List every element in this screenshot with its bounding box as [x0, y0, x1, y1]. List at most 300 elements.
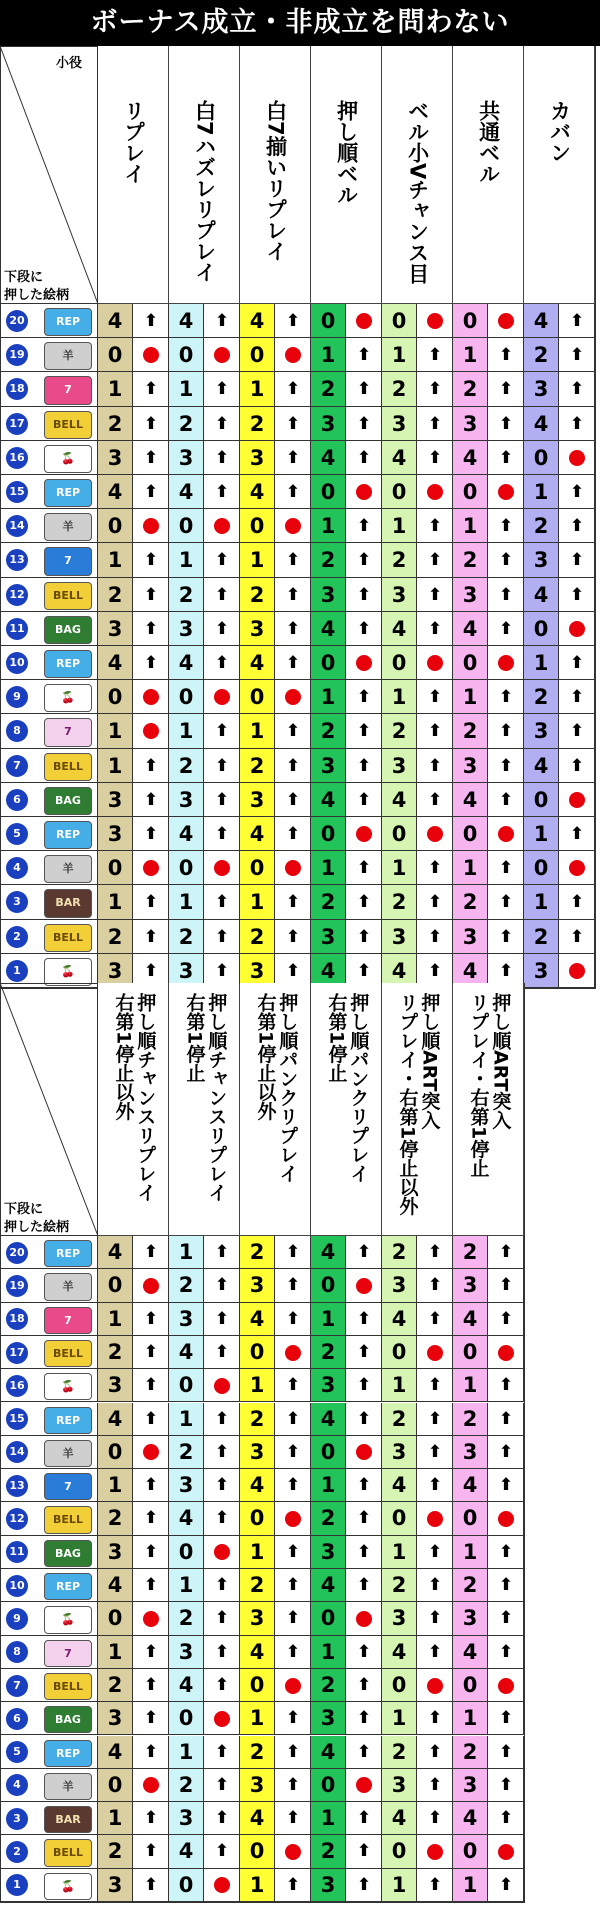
table1-cell-value: 3 [240, 954, 275, 988]
table2-cell-mark [346, 1336, 382, 1369]
up-arrow-icon: ⬆ [427, 1242, 443, 1262]
table1-cell-mark [559, 851, 595, 885]
table1-cell-value: 3 [169, 612, 204, 646]
table1-row-8-symbol-cell [0, 714, 98, 748]
silver-sheep-icon-label: 羊 [62, 1280, 74, 1294]
table1-cell-mark [417, 680, 453, 714]
table2-cell-value: 0 [98, 1602, 133, 1635]
up-arrow-icon: ⬆ [285, 379, 301, 400]
up-arrow-icon: ⬆ [143, 1808, 159, 1829]
table2-cell-value: 4 [240, 1802, 275, 1835]
table2-cell-mark [133, 1769, 169, 1802]
table1-cell-mark [417, 714, 453, 748]
up-arrow-icon: ⬆ [143, 1841, 159, 1862]
table2-cell-mark [204, 1669, 240, 1702]
table1-cell-value: 3 [524, 714, 559, 748]
table2-cell-mark [417, 1736, 453, 1769]
red-dot-icon [569, 450, 585, 466]
green-bag-icon [44, 1540, 92, 1567]
table1-cell-value: 0 [382, 817, 417, 851]
red-dot-icon [143, 1611, 159, 1627]
table1-cell-value: 0 [311, 817, 346, 851]
table2-header-label-3-0: 押し順パンクリプレイ [347, 993, 370, 1183]
table1-cell-value: 3 [311, 920, 346, 954]
table2-cell-value: 3 [240, 1602, 275, 1635]
up-arrow-icon: ⬆ [498, 447, 514, 468]
table2-cell-value: 4 [98, 1236, 133, 1269]
table1-cell-value: 2 [524, 680, 559, 714]
table2-cell-value: 2 [169, 1269, 204, 1302]
table1-cell-mark [346, 475, 382, 509]
table1-cell-mark [133, 509, 169, 543]
up-arrow-icon: ⬆ [143, 311, 159, 331]
table1-cell-mark [559, 338, 595, 372]
table1-header-3 [311, 46, 382, 304]
table2-cell-mark [346, 1436, 382, 1469]
table1-cell-mark [204, 885, 240, 919]
table2-cell-mark [488, 1702, 524, 1735]
table1-cell-value: 1 [240, 372, 275, 406]
table2-cell-mark [133, 1669, 169, 1702]
up-arrow-icon: ⬆ [427, 1608, 443, 1629]
replay-blue-icon-label: REP [55, 828, 81, 841]
table1-cell-mark [275, 509, 311, 543]
table2-cell-value: 0 [240, 1502, 275, 1535]
table2-cell-mark [275, 1736, 311, 1769]
table1-cell-value: 0 [382, 646, 417, 680]
red-dot-icon [214, 1544, 230, 1560]
table2-cell-value: 1 [382, 1369, 417, 1402]
table2-cell-mark [204, 1336, 240, 1369]
table1-header-0 [98, 46, 169, 304]
up-arrow-icon: ⬆ [427, 413, 443, 434]
table1-cell-value: 2 [453, 885, 488, 919]
up-arrow-icon: ⬆ [285, 311, 301, 331]
up-arrow-icon: ⬆ [214, 1508, 230, 1529]
table2-cell-mark [204, 1569, 240, 1602]
green-bag-icon-label: BAG [55, 1713, 81, 1727]
table1-cell-mark [133, 885, 169, 919]
row-number-badge: 2 [6, 1841, 28, 1863]
table1-header-2 [240, 46, 311, 304]
table2-cell-mark [417, 1303, 453, 1336]
table2-cell-mark [417, 1802, 453, 1835]
row-number-badge: 14 [6, 1441, 28, 1463]
table2-cell-value: 3 [240, 1436, 275, 1469]
table2-cell-mark [417, 1602, 453, 1635]
up-arrow-icon: ⬆ [214, 1774, 230, 1795]
table1-cell-value: 0 [524, 612, 559, 646]
table2-cell-mark [275, 1835, 311, 1868]
up-arrow-icon: ⬆ [285, 755, 301, 776]
blue-seven-girl-icon-label: 7 [64, 1480, 72, 1494]
table1-cell-mark [133, 817, 169, 851]
table2-header-text-wrap-0 [98, 983, 169, 1236]
table1-cell-mark [488, 441, 524, 475]
table2-cell-mark [346, 1303, 382, 1336]
table2-cell-value: 4 [98, 1403, 133, 1436]
table2-cell-mark [417, 1835, 453, 1868]
table2-header-2 [240, 983, 311, 1236]
table2-cell-value: 0 [453, 1835, 488, 1868]
table1-cell-mark [559, 954, 595, 988]
up-arrow-icon: ⬆ [214, 1641, 230, 1662]
table1-cell-mark [275, 680, 311, 714]
red-dot-icon [214, 689, 230, 705]
table2-cell-value: 4 [453, 1469, 488, 1502]
up-arrow-icon: ⬆ [498, 1575, 514, 1595]
table1-cell-mark [488, 509, 524, 543]
table2-cell-mark [346, 1403, 382, 1436]
table2-cell-value: 2 [382, 1736, 417, 1769]
table2-cell-value: 2 [169, 1436, 204, 1469]
table1-cell-mark [204, 714, 240, 748]
table2-cell-mark [346, 1369, 382, 1402]
table1-cell-value: 3 [524, 372, 559, 406]
table2-cell-mark [488, 1636, 524, 1669]
red-dot-icon [143, 1278, 159, 1294]
table1-cell-value: 4 [98, 646, 133, 680]
table2-cell-mark [133, 1369, 169, 1402]
up-arrow-icon: ⬆ [214, 550, 230, 571]
table1-cell-value: 1 [311, 509, 346, 543]
row-number-badge: 5 [6, 823, 28, 845]
table1-cell-mark [488, 920, 524, 954]
replay-blue-icon-label: REP [55, 1746, 81, 1760]
up-arrow-icon: ⬆ [569, 550, 585, 571]
table2-cell-value: 0 [98, 1269, 133, 1302]
table1-cell-mark [559, 475, 595, 509]
up-arrow-icon: ⬆ [427, 1541, 443, 1562]
up-arrow-icon: ⬆ [214, 1841, 230, 1862]
table1-header-text-wrap-1 [169, 46, 240, 304]
up-arrow-icon: ⬆ [214, 960, 230, 981]
up-arrow-icon: ⬆ [214, 379, 230, 400]
table1-cell-value: 2 [382, 372, 417, 406]
table1-cell-value: 2 [311, 543, 346, 577]
table1-cell-value: 3 [453, 749, 488, 783]
table2-header-label-0-1: 右第1停止以外 [112, 993, 135, 1121]
table2-cell-value: 1 [453, 1702, 488, 1735]
table2-cell-mark [346, 1569, 382, 1602]
table1-cell-mark [275, 783, 311, 817]
cherry-icon [44, 684, 92, 712]
table1-cell-mark [346, 885, 382, 919]
table1-cell-mark [133, 612, 169, 646]
table2-cell-mark [204, 1502, 240, 1535]
up-arrow-icon: ⬆ [427, 858, 443, 879]
up-arrow-icon: ⬆ [285, 1575, 301, 1595]
table1-cell-value: 0 [98, 509, 133, 543]
table2-cell-value: 3 [311, 1702, 346, 1735]
table2-corner-cell [0, 983, 98, 1236]
up-arrow-icon: ⬆ [143, 755, 159, 776]
replay-blue-icon-label: REP [55, 657, 81, 670]
up-arrow-icon: ⬆ [356, 789, 372, 810]
red-dot-icon [569, 860, 585, 876]
up-arrow-icon: ⬆ [356, 1674, 372, 1695]
table2-cell-mark [133, 1736, 169, 1769]
table2-cell-value: 4 [311, 1569, 346, 1602]
red-dot-icon [285, 860, 301, 876]
white-seven-girl-icon [44, 718, 92, 746]
table1-cell-value: 4 [98, 475, 133, 509]
table1-cell-mark [204, 749, 240, 783]
table1-cell-value: 1 [240, 714, 275, 748]
up-arrow-icon: ⬆ [143, 482, 159, 502]
table2-cell-mark [275, 1869, 311, 1902]
table2-cell-mark [346, 1502, 382, 1535]
table2-cell-value: 3 [453, 1769, 488, 1802]
row-number-badge: 12 [6, 584, 28, 606]
row-number-badge: 19 [6, 344, 28, 366]
table1-cell-value: 1 [382, 680, 417, 714]
row-number-badge: 9 [6, 1608, 28, 1630]
table2-cell-mark [133, 1303, 169, 1336]
white-seven-girl-icon [44, 1640, 92, 1667]
table1-row-15-symbol-cell [0, 475, 98, 509]
up-arrow-icon: ⬆ [285, 413, 301, 434]
table2-cell-mark [346, 1669, 382, 1702]
table1-header-label-5-0: 共通ベル [476, 100, 501, 184]
table2-cell-value: 0 [382, 1502, 417, 1535]
table1-row-11-symbol-cell [0, 612, 98, 646]
up-arrow-icon: ⬆ [214, 892, 230, 913]
table2-header-text-wrap-1 [169, 983, 240, 1236]
table1-cell-mark [559, 817, 595, 851]
table1-cell-mark [417, 851, 453, 885]
table2-cell-mark [133, 1436, 169, 1469]
row-number-badge: 1 [6, 960, 28, 982]
cherry-icon [44, 958, 92, 986]
up-arrow-icon: ⬆ [427, 789, 443, 810]
table2-cell-mark [133, 1469, 169, 1502]
table1-cell-value: 4 [311, 441, 346, 475]
table1-cell-mark [559, 920, 595, 954]
table1-cell-value: 4 [311, 612, 346, 646]
up-arrow-icon: ⬆ [427, 550, 443, 571]
table1-cell-mark [346, 509, 382, 543]
up-arrow-icon: ⬆ [285, 721, 301, 742]
table2-cell-value: 2 [453, 1736, 488, 1769]
table1-cell-value: 0 [524, 783, 559, 817]
up-arrow-icon: ⬆ [285, 926, 301, 947]
table1-cell-value: 1 [453, 851, 488, 885]
up-arrow-icon: ⬆ [427, 584, 443, 605]
table1-cell-value: 0 [169, 680, 204, 714]
table1-cell-mark [488, 543, 524, 577]
up-arrow-icon: ⬆ [427, 687, 443, 708]
table1-cell-mark [488, 578, 524, 612]
table1-cell-value: 0 [311, 304, 346, 338]
table1-cell-mark [417, 578, 453, 612]
up-arrow-icon: ⬆ [498, 1242, 514, 1262]
table1-cell-value: 3 [453, 920, 488, 954]
table1-cell-mark [133, 851, 169, 885]
table1-cell-value: 1 [98, 885, 133, 919]
pink-seven-girl-icon [44, 376, 92, 404]
up-arrow-icon: ⬆ [498, 687, 514, 708]
up-arrow-icon: ⬆ [143, 550, 159, 571]
up-arrow-icon: ⬆ [498, 1408, 514, 1429]
table1-cell-value: 0 [169, 851, 204, 885]
row-number-badge: 5 [6, 1741, 28, 1763]
table1-cell-value: 2 [98, 407, 133, 441]
table1-cell-value: 2 [240, 407, 275, 441]
up-arrow-icon: ⬆ [143, 1375, 159, 1396]
table1-cell-mark [275, 851, 311, 885]
table1-cell-mark [417, 441, 453, 475]
table1-cell-mark [417, 749, 453, 783]
pink-seven-girl-icon [44, 1307, 92, 1334]
table1-row-13-symbol-cell [0, 543, 98, 577]
table2-cell-mark [488, 1736, 524, 1769]
row-number-badge: 4 [6, 1774, 28, 1796]
table2-cell-value: 3 [169, 1469, 204, 1502]
table2-cell-mark [417, 1236, 453, 1269]
up-arrow-icon: ⬆ [285, 1774, 301, 1795]
up-arrow-icon: ⬆ [285, 653, 301, 673]
table1-cell-mark [275, 817, 311, 851]
up-arrow-icon: ⬆ [214, 1275, 230, 1296]
up-arrow-icon: ⬆ [285, 1408, 301, 1429]
table2-cell-value: 2 [98, 1336, 133, 1369]
up-arrow-icon: ⬆ [498, 584, 514, 605]
table2-header-label-3-1: 右第1停止 [325, 993, 348, 1083]
table1-cell-value: 3 [98, 441, 133, 475]
table2-cell-mark [488, 1336, 524, 1369]
red-dot-icon [143, 347, 159, 363]
table2-cell-mark [133, 1502, 169, 1535]
bell-icon [44, 582, 92, 610]
table2-cell-value: 1 [169, 1736, 204, 1769]
table1-cell-mark [559, 441, 595, 475]
row-number-badge: 9 [6, 686, 28, 708]
table1-cell-value: 1 [169, 714, 204, 748]
table1-cell-mark [133, 407, 169, 441]
table2-cell-mark [488, 1536, 524, 1569]
table1-cell-value: 0 [453, 817, 488, 851]
table2-cell-value: 3 [382, 1436, 417, 1469]
bell-icon [44, 1506, 92, 1533]
up-arrow-icon: ⬆ [498, 516, 514, 537]
up-arrow-icon: ⬆ [427, 1475, 443, 1496]
table2-cell-value: 4 [169, 1835, 204, 1868]
row-number-badge: 3 [6, 1808, 28, 1830]
table1-cell-mark [204, 646, 240, 680]
table2-cell-mark [346, 1702, 382, 1735]
table1-cell-mark [204, 680, 240, 714]
table1-cell-value: 4 [524, 749, 559, 783]
up-arrow-icon: ⬆ [214, 755, 230, 776]
table2-row-17-symbol-cell [0, 1336, 98, 1369]
row-number-badge: 10 [6, 1575, 28, 1597]
table2-cell-mark [275, 1702, 311, 1735]
table2-cell-mark [488, 1269, 524, 1302]
table1-cell-mark [346, 817, 382, 851]
table1-cell-mark [488, 612, 524, 646]
table2-cell-mark [133, 1536, 169, 1569]
up-arrow-icon: ⬆ [143, 1874, 159, 1895]
table1-row-14-symbol-cell [0, 509, 98, 543]
table1-cell-mark [559, 543, 595, 577]
up-arrow-icon: ⬆ [214, 1741, 230, 1762]
row-number-badge: 3 [6, 891, 28, 913]
table2-cell-value: 3 [311, 1369, 346, 1402]
up-arrow-icon: ⬆ [427, 1375, 443, 1396]
up-arrow-icon: ⬆ [498, 1541, 514, 1562]
corner-label-koyaku: 小役 [56, 56, 83, 71]
page-title: ボーナス成立・非成立を問わない [0, 0, 600, 46]
table2-cell-mark [204, 1636, 240, 1669]
table2-cell-mark [346, 1469, 382, 1502]
bell-icon-label: BELL [53, 1846, 83, 1860]
table1-cell-mark [559, 783, 595, 817]
table2-cell-value: 1 [311, 1469, 346, 1502]
pink-seven-girl-icon-label: 7 [64, 1313, 72, 1327]
table2-row-1-symbol-cell [0, 1869, 98, 1902]
up-arrow-icon: ⬆ [214, 447, 230, 468]
cherry-icon-label: 🍒 [61, 1380, 75, 1394]
up-arrow-icon: ⬆ [498, 926, 514, 947]
table2-cell-mark [133, 1636, 169, 1669]
bell-icon [44, 753, 92, 781]
table2-cell-value: 1 [311, 1636, 346, 1669]
table1-cell-value: 1 [524, 646, 559, 680]
red-dot-icon [285, 518, 301, 534]
up-arrow-icon: ⬆ [356, 550, 372, 571]
table2-cell-value: 0 [311, 1436, 346, 1469]
table1-cell-mark [204, 920, 240, 954]
table1-cell-value: 3 [311, 407, 346, 441]
up-arrow-icon: ⬆ [285, 618, 301, 639]
table2-cell-value: 4 [382, 1469, 417, 1502]
table1-cell-mark [204, 817, 240, 851]
table1-cell-mark [133, 646, 169, 680]
table1-cell-mark [346, 749, 382, 783]
table1-cell-mark [133, 372, 169, 406]
row-number-badge: 11 [6, 1541, 28, 1563]
table2-cell-value: 3 [382, 1769, 417, 1802]
table2-cell-value: 4 [382, 1802, 417, 1835]
up-arrow-icon: ⬆ [498, 345, 514, 366]
up-arrow-icon: ⬆ [356, 1741, 372, 1762]
table2-cell-mark [204, 1269, 240, 1302]
table1-cell-value: 4 [382, 612, 417, 646]
table2-cell-value: 2 [382, 1403, 417, 1436]
silver-sheep-icon [44, 1273, 92, 1300]
table1-cell-value: 3 [382, 920, 417, 954]
table2-cell-value: 1 [240, 1369, 275, 1402]
table2-cell-mark [204, 1469, 240, 1502]
table1-header-label-2-0: 白7揃いリプレイ [263, 100, 288, 262]
table1-cell-value: 1 [382, 509, 417, 543]
table1-header-text-wrap-2 [240, 46, 311, 304]
table1-cell-value: 2 [240, 578, 275, 612]
red-dot-icon [427, 655, 443, 671]
table1-cell-mark [559, 509, 595, 543]
table2-cell-value: 0 [382, 1336, 417, 1369]
table2-cell-mark [204, 1802, 240, 1835]
table2-header-5 [453, 983, 524, 1236]
table2-header-text-wrap-4 [382, 983, 453, 1236]
table1-cell-value: 4 [240, 304, 275, 338]
corner-label-gedan: 下段に [4, 1202, 44, 1217]
table1-cell-value: 3 [453, 407, 488, 441]
table1-cell-value: 4 [311, 954, 346, 988]
red-dot-icon [214, 347, 230, 363]
up-arrow-icon: ⬆ [498, 960, 514, 981]
